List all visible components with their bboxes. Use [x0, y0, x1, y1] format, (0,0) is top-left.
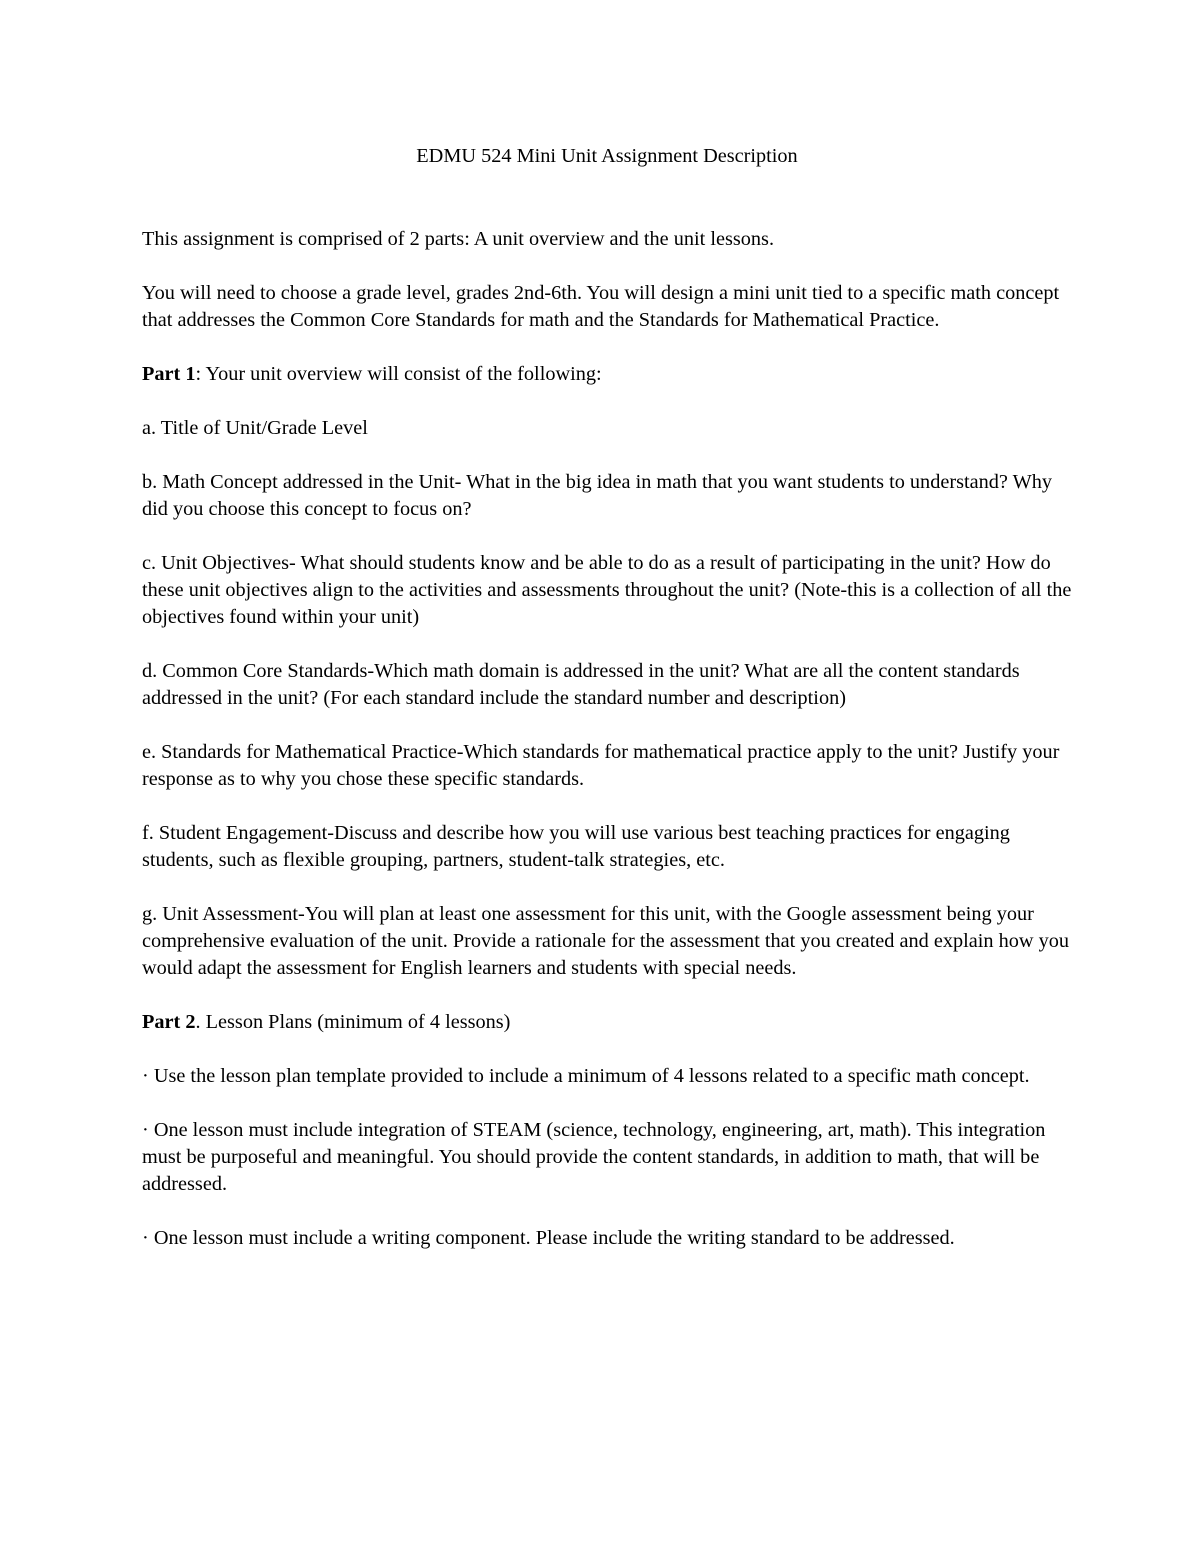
description-paragraph: You will need to choose a grade level, grades 2nd-6th. You will design a mini unit tied to a specific math concept that addresses the Common Core Standards for math and the Standards for Mathematical Practice.: [142, 282, 1060, 331]
part1-heading: [142, 361, 1072, 388]
part2-bullet-2: · One lesson must include integration of STEAM (science, technology, engineering, art, math). This integration must be purposeful and meaningful. You should provide the content standards, in addition to math, that will be addressed.: [142, 1119, 1046, 1195]
part2-bullet-1: · Use the lesson plan template provided to include a minimum of 4 lessons related to a specific math concept.: [142, 1065, 1030, 1087]
part1-item-c: c. Unit Objectives- What should students know and be able to do as a result of participating in the unit? How do these unit objectives align to the activities and assessments throughout the unit? (Note-this is a collection of all the objectives found within your unit): [142, 552, 1072, 628]
part1-item-e: e. Standards for Mathematical Practice-Which standards for mathematical practice apply to the unit? Justify your response as to why you chose these specific standards.: [142, 741, 1060, 790]
part1-item-b: b. Math Concept addressed in the Unit- What in the big idea in math that you want students to understand? Why did you choose this concept to focus on?: [142, 471, 1053, 520]
document-title: EDMU 524 Mini Unit Assignment Description: [416, 145, 798, 167]
part1-item-g: g. Unit Assessment-You will plan at least one assessment for this unit, with the Google assessment being your comprehensive evaluation of the unit. Provide a rationale for the assessment that you created and explain how you would adapt the assessment for English learners and students with special needs.: [142, 903, 1070, 979]
part2-text: . Lesson Plans (minimum of 4 lessons): [195, 1011, 511, 1033]
document-body: [142, 140, 1072, 1279]
part2-label: Part 2: [142, 1011, 196, 1033]
part1-item-d: d. Common Core Standards-Which math domain is addressed in the unit? What are all the content standards addressed in the unit? (For each standard include the standard number and description): [142, 660, 1020, 709]
part1-label: Part 1: [142, 363, 196, 385]
part1-item-f: f. Student Engagement-Discuss and describe how you will use various best teaching practices for engaging students, such as flexible grouping, partners, student-talk strategies, etc.: [142, 822, 1010, 871]
part1-text: : Your unit overview will consist of the following:: [195, 363, 602, 385]
intro-paragraph: This assignment is comprised of 2 parts: A unit overview and the unit lessons.: [142, 228, 775, 250]
part1-item-a: a. Title of Unit/Grade Level: [142, 417, 368, 439]
part2-heading: [142, 1009, 1072, 1036]
part2-bullet-3: · One lesson must include a writing component. Please include the writing standard to be addressed.: [142, 1227, 955, 1249]
